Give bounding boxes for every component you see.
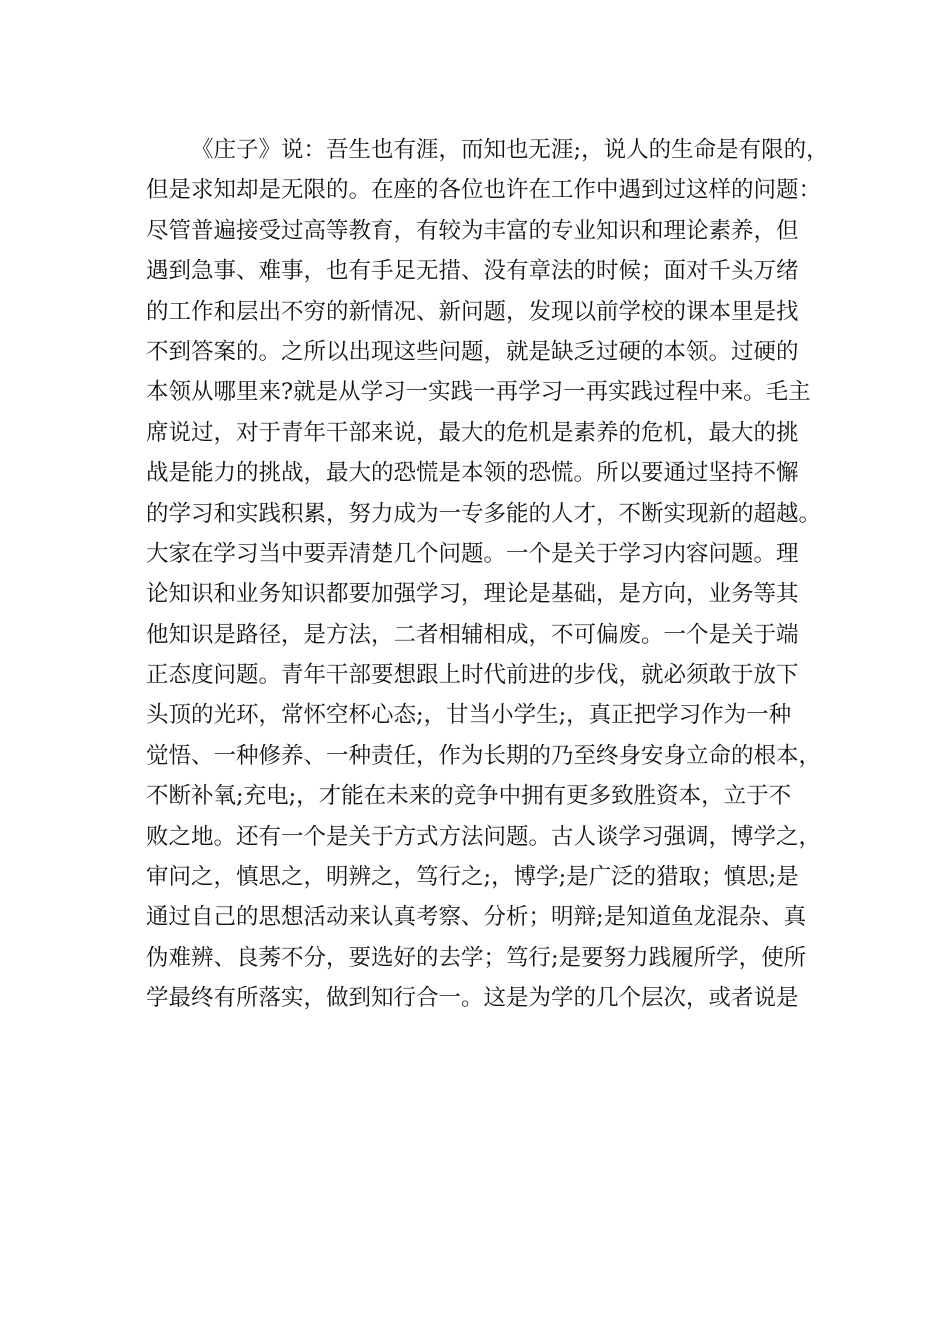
text-line: 通过自己的思想活动来认真考察、分析；明辩;是知道鱼龙混杂、真 <box>146 904 807 931</box>
text-line: 觉悟、一种修养、一种责任，作为长期的乃至终身安身立命的根本， <box>146 742 822 769</box>
text-line: 不到答案的。之所以出现这些问题，就是缺乏过硬的本领。过硬的 <box>146 338 799 365</box>
text-line: 败之地。还有一个是关于方式方法问题。古人谈学习强调，博学之， <box>146 823 822 850</box>
text-line: 不断补氧;充电;，才能在未来的竞争中拥有更多致胜资本，立于不 <box>146 783 792 810</box>
text-line: 审问之，慎思之，明辨之，笃行之;，博学;是广泛的猎取；慎思;是 <box>146 864 799 891</box>
text-line: 《庄子》说：吾生也有涯，而知也无涯;，说人的生命是有限的， <box>191 137 829 163</box>
text-line: 他知识是路径，是方法，二者相辅相成，不可偏废。一个是关于端 <box>146 621 799 648</box>
text-line: 学最终有所落实，做到知行合一。这是为学的几个层次，或者说是 <box>146 985 799 1012</box>
text-line: 本领从哪里来?就是从学习一实践一再学习一再实践过程中来。毛主 <box>146 379 811 406</box>
text-line: 大家在学习当中要弄清楚几个问题。一个是关于学习内容问题。理 <box>146 540 799 567</box>
text-line: 论知识和业务知识都要加强学习，理论是基础，是方向，业务等其 <box>146 581 799 608</box>
text-line: 头顶的光环，常怀空杯心态;，甘当小学生;，真正把学习作为一种 <box>146 702 792 729</box>
text-line: 遇到急事、难事，也有手足无措、没有章法的时候；面对千头万绪 <box>146 258 799 285</box>
text-line: 但是求知却是无限的。在座的各位也许在工作中遇到过这样的问题： <box>146 177 822 204</box>
text-line: 正态度问题。青年干部要想跟上时代前进的步伐，就必须敢于放下 <box>146 662 799 689</box>
text-line: 伪难辨、良莠不分，要选好的去学；笃行;是要努力践履所学，使所 <box>146 944 807 971</box>
text-line: 席说过，对于青年干部来说，最大的危机是素养的危机，最大的挑 <box>146 419 799 446</box>
text-line: 战是能力的挑战，最大的恐慌是本领的恐慌。所以要通过坚持不懈 <box>146 460 799 487</box>
body-text <box>146 130 829 1019</box>
text-line: 的学习和实践积累，努力成为一专多能的人才，不断实现新的超越。 <box>146 500 822 527</box>
text-line: 的工作和层出不穷的新情况、新问题，发现以前学校的课本里是找 <box>146 298 799 325</box>
text-line: 尽管普遍接受过高等教育，有较为丰富的专业知识和理论素养，但 <box>146 217 799 244</box>
